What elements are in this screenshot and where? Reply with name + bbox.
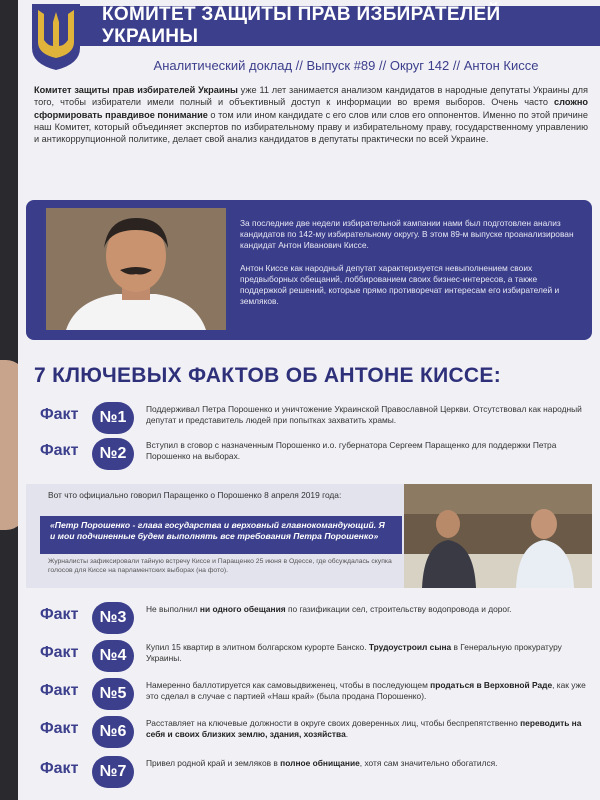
fact-text: Не выполнил ни одного обещания по газификации сел, строительству водопровода и дорог. [146, 604, 512, 614]
fact-text: Намеренно баллотируется как самовыдвиженец, чтобы в последующем продаться в Верховной Раде, как уже это сделал в случае с партией «Наш край» (была продана Порошенко). [146, 680, 586, 701]
intro-org-name: Комитет защиты прав избирателей Украины [34, 85, 238, 95]
fact-3 [40, 602, 592, 636]
fact-number-badge: №1 [92, 402, 134, 434]
candidate-profile-panel [26, 200, 592, 340]
fact-number-badge: №6 [92, 716, 134, 748]
fact-number-badge: №7 [92, 756, 134, 788]
profile-paragraph-2: Антон Киссе как народный депутат характеризуется невыполнением своих предвыборных обещаний, лоббированием своих бизнес-интересов, а также поддержкой решений, которые прямо противоречат интересам его избирателей и земляков. [240, 262, 560, 307]
facts-heading: 7 КЛЮЧЕВЫХ ФАКТОВ ОБ АНТОНЕ КИССЕ: [34, 364, 502, 387]
intro-paragraph [34, 84, 588, 145]
fact-label: Факт [40, 760, 79, 777]
profile-paragraph-1: За последние две недели избирательной кампании нами был подготовлен анализ кандидатов по 142-му избирательному округу. В этом 89-м выпуске проанализирован кандидат Антон Иванович Киссе. [240, 218, 574, 251]
fact-2 [40, 438, 592, 472]
fact-text: Привел родной край и земляков в полное обнищание, хотя сам значительно обогатился. [146, 758, 498, 768]
intro-text-1: уже 11 лет занимается анализом кандидатов в народные депутаты Украины для того, чтобы избиратели имели полный и объективный доступ к информации во время выборов. Очень часто [34, 85, 588, 108]
fact-5 [40, 678, 592, 712]
header-title-band [78, 6, 600, 46]
header-title: КОМИТЕТ ЗАЩИТЫ ПРАВ ИЗБИРАТЕЛЕЙ УКРАИНЫ [102, 4, 501, 47]
trident-emblem-icon [28, 2, 84, 72]
fact-label: Факт [40, 606, 79, 623]
fact-number-badge: №4 [92, 640, 134, 672]
fact-number-badge: №2 [92, 438, 134, 470]
quote-note: Журналисты зафиксировали тайную встречу Киссе и Паращенко 25 июня в Одессе, где обсуждалась скупка голосов для Киссе на парламентских выборах (на фото). [48, 558, 392, 574]
fact-label: Факт [40, 406, 79, 423]
profile-text [240, 218, 580, 318]
quote-text: «Петр Порошенко - глава государства и верховный главнокомандующий. Я и мои подчиненные будем выполнять все требования Петра Порошенко» [40, 516, 402, 554]
meeting-photo [404, 484, 592, 588]
leaflet [18, 0, 600, 800]
fact-1 [40, 402, 592, 436]
fact-label: Факт [40, 682, 79, 699]
fact-text: Поддерживал Петра Порошенко и уничтожение Украинской Православной Церкви. Отсутствовал как народный депутат и представитель людей при попытках захватить храмы. [146, 404, 582, 425]
fact-text: Купил 15 квартир в элитном болгарском курорте Банско. Трудоустроил сына в Генеральную прокуратуру Украины. [146, 642, 562, 663]
report-subtitle: Аналитический доклад // Выпуск #89 // Округ 142 // Антон Киссе [153, 58, 539, 73]
candidate-photo [46, 208, 226, 330]
fact-label: Факт [40, 720, 79, 737]
quote-panel [26, 484, 592, 588]
quote-intro: Вот что официально говорил Паращенко о Порошенко 8 апреля 2019 года: [48, 490, 342, 500]
fact-text: Расставляет на ключевые должности в округе своих доверенных лиц, чтобы беспрепятственно переводить на себя и своих близких землю, здания, хозяйства. [146, 718, 582, 739]
fact-7 [40, 756, 592, 790]
intro-text-2: о том или ином кандидате с его слов или слов его оппонентов. Именно по этой причине наш Комитет, который объединяет экспертов по избирательному праву и избирательному праву, государственному управлению и антикоррупционной политике, делает свой анализ кандидатов в депутаты практически по всей Украине. [34, 109, 588, 145]
fact-4 [40, 640, 592, 674]
intro-bold-phrase: сложно сформировать правдивое понимание [34, 97, 588, 120]
fact-text: Вступил в сговор с назначенным Порошенко и.о. губернатора Сергеем Паращенко для поддержки Петра Порошенко на выборах. [146, 440, 557, 461]
fact-number-badge: №5 [92, 678, 134, 710]
fact-label: Факт [40, 442, 79, 459]
fact-label: Факт [40, 644, 79, 661]
fact-6 [40, 716, 592, 750]
fact-number-badge: №3 [92, 602, 134, 634]
